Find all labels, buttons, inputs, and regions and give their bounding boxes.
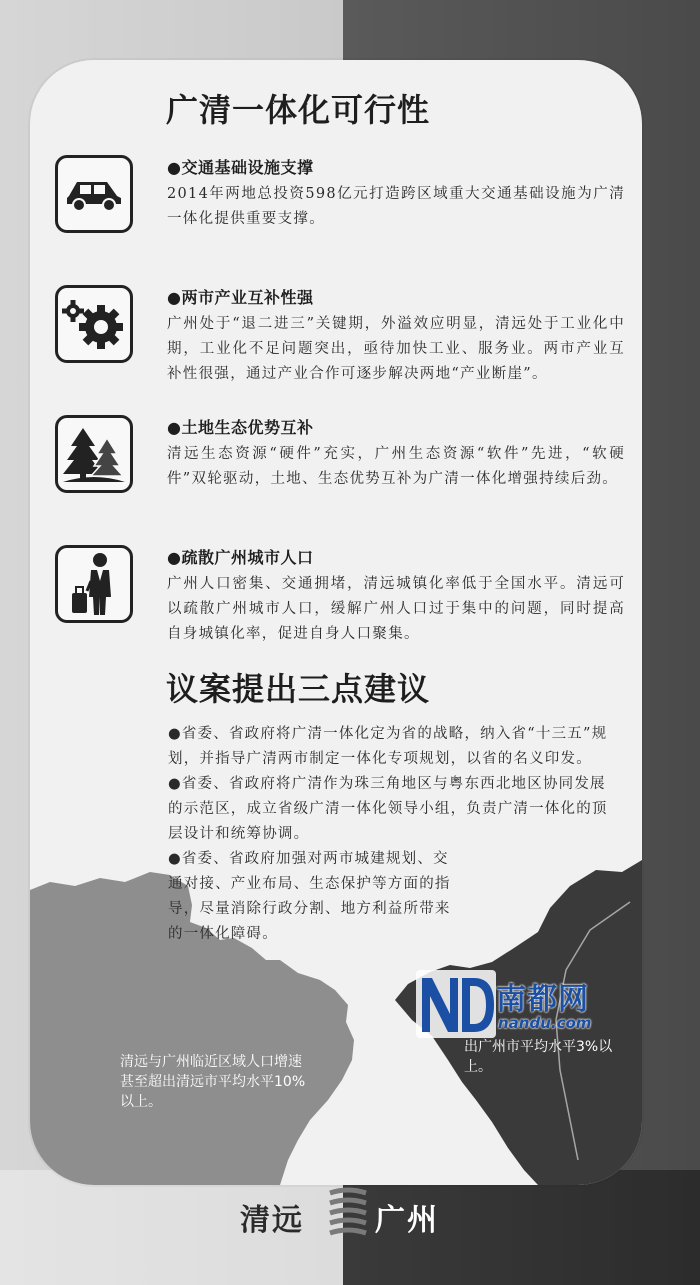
feasibility-item-industry	[55, 285, 625, 395]
nd-logo-icon	[416, 970, 496, 1038]
logo-text: 南都网	[496, 982, 589, 1017]
feasibility-text: 广州处于“退二进三”关键期，外溢效应明显，清远处于工业化中期，工业化不足问题突出，亟待加快工业、服务业。两市产业互补性很强，通过产业合作可逐步解决两地“产业断崖”。	[167, 316, 625, 382]
feasibility-text: 广州人口密集、交通拥堵，清远城镇化率低于全国水平。清远可以疏散广州城市人口，缓解广州人口过于集中的问题，同时提高自身城镇化率，促进自身人口聚集。	[167, 576, 625, 642]
feasibility-text: 清远生态资源“硬件”充实，广州生态资源“软件”先进，“软硬件”双轮驱动，土地、生态优势互补为广清一体化增强持续后劲。	[167, 446, 625, 487]
proposal-item: ●省委、省政府将广清一体化定为省的战略，纳入省“十三五”规划，并指导广清两市制定一体化专项规划，以省的名义印发。	[168, 726, 608, 767]
proposal-item: ●省委、省政府将广清作为珠三角地区与粤东西北地区协同发展的示范区，成立省级广清一体化领导小组，负责广清一体化的顶层设计和统筹协调。	[168, 776, 608, 842]
feasibility-title: ●两市产业互补性强	[167, 288, 314, 307]
feasibility-title: ●交通基础设施支撑	[167, 158, 314, 177]
footer-label-guangzhou: 广州	[375, 1203, 439, 1238]
proposals-list	[168, 722, 612, 947]
coil-divider-icon	[326, 1185, 370, 1240]
gears-icon	[55, 285, 133, 363]
proposal-item: ●省委、省政府加强对两市城建规划、交通对接、产业布局、生态保护等方面的指导，尽量消除行政分割、地方利益所带来的一体化障碍。	[168, 851, 451, 942]
logo-domain: nandu.com	[498, 1014, 592, 1032]
car-icon	[55, 155, 133, 233]
feasibility-title: ●土地生态优势互补	[167, 418, 314, 437]
footer-label-qingyuan: 清远	[240, 1203, 304, 1238]
feasibility-text: 2014年两地总投资598亿元打造跨区域重大交通基础设施为广清一体化提供重要支撑。	[167, 186, 625, 227]
nandu-logo[interactable]	[416, 970, 616, 1040]
feasibility-title: ●疏散广州城市人口	[167, 548, 314, 567]
feasibility-item-ecology	[55, 415, 625, 515]
guangzhou-note: 出广州市平均水平3%以上。	[464, 1039, 613, 1075]
feasibility-item-population	[55, 545, 625, 645]
traveler-icon	[55, 545, 133, 623]
feasibility-heading: 广清一体化可行性	[166, 91, 431, 129]
trees-icon	[55, 415, 133, 493]
proposals-heading: 议案提出三点建议	[166, 670, 431, 708]
qingyuan-note: 清远与广州临近区域人口增速甚至超出清远市平均水平10%以上。	[120, 1054, 306, 1110]
infographic-card	[30, 60, 642, 1185]
feasibility-item-transport	[55, 155, 625, 245]
